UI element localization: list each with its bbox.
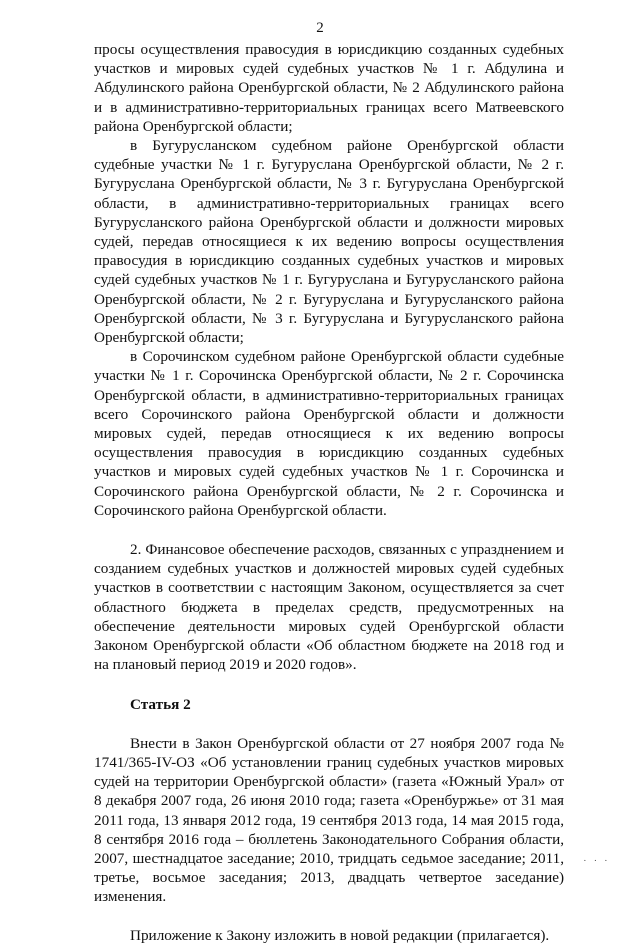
paragraph-financing: 2. Финансовое обеспечение расходов, связанных с упразднением и созданием судебных участков и должностей мировых судей судебных участков в соответствии с настоящим Законом, осуществляется за счет областного бюджета в пределах средств, предусмотренных на обеспечение деятельности мировых судей Оренбургской области Законом Оренбургской области «Об областном бюджете на 2018 год и на плановый период 2019 и 2020 годов».	[94, 541, 564, 674]
paragraph-amendment: Внести в Закон Оренбургской области от 27 ноября 2007 года № 1741/365-IV-ОЗ «Об установлении границ судебных участков мировых судей на территории Оренбургской области» (газета «Южный Урал» от 8 декабря 2007 года, 26 июня 2010 года; газета «Оренбуржье» от 31 мая 2011 года, 13 января 2012 года, 19 сентября 2013 года, 14 мая 2015 года, 8 сентября 2016 года – бюллетень Законодательного Собрания области, 2007, шестнадцатое заседание; 2010, тридцать седьмое заседание; 2011, третье, восьмое заседания; 2013, двадцать четвертое заседание) изменения.	[94, 734, 564, 906]
scan-artifact-dots: . . .	[583, 853, 610, 863]
article-title: Статья 2	[130, 695, 191, 713]
paragraph-continuation: просы осуществления правосудия в юрисдикцию созданных судебных участков и мировых судей судебных участков № 1 г. Абдулина и Абдулинского района Оренбургской области, № 2 Абдулинского района и в административно-территориальных границах всего Матвеевского района Оренбургской области;	[94, 41, 564, 135]
document-body	[94, 40, 564, 945]
paragraph-appendix: Приложение к Закону изложить в новой редакции (прилагается).	[130, 926, 550, 944]
page-number: 2	[316, 20, 324, 36]
paragraph-sorochinsk: в Сорочинском судебном районе Оренбургской области судебные участки № 1 г. Сорочинска Оренбургской области, № 2 г. Сорочинска Оренбургской области, в административно-территориальных границах всего Сорочинского района Оренбургской области и должности мировых судей, передав относящиеся к их ведению вопросы осуществления правосудия в юрисдикцию созданных судебных участков и мировых судей судебных участков № 1 г. Сорочинска и Сорочинского района Оренбургской области, № 2 г. Сорочинска и Сорочинского района Оренбургской области.	[94, 348, 564, 519]
paragraph-buguruslan: в Бугурусланском судебном районе Оренбургской области судебные участки № 1 г. Бугуруслана Оренбургской области, № 2 г. Бугуруслана Оренбургской области, № 3 г. Бугуруслана Оренбургской области, в административно-территориальных границах всего Бугурусланского района Оренбургской области и должности мировых судей, передав относящиеся к их ведению вопросы осуществления правосудия в юрисдикцию созданных судебных участков и мировых судей судебных участков № 1 г. Бугуруслана и Бугурусланского района Оренбургской области, № 2 г. Бугуруслана и Бугурусланского района Оренбургской области, № 3 г. Бугуруслана и Бугурусланского района Оренбургской области;	[94, 137, 564, 347]
